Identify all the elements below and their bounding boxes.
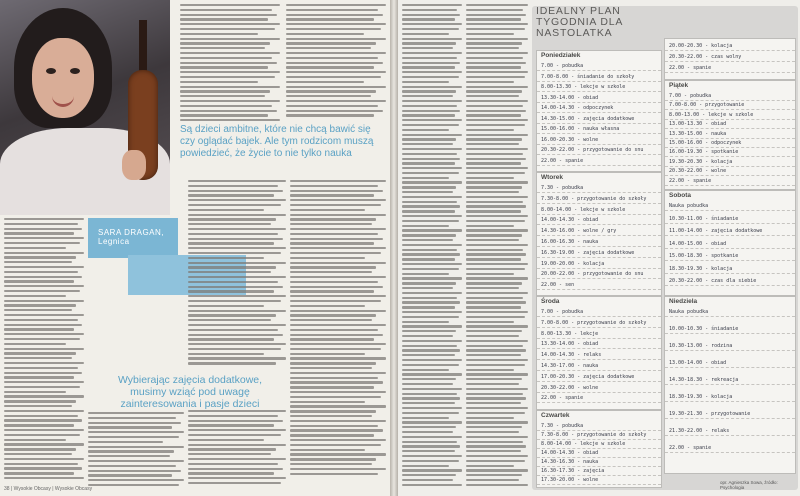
day-piatek bbox=[664, 80, 796, 190]
planner-credit: opr. Agnieszka Sowa, źródło: Psychologia bbox=[720, 480, 778, 490]
schedule-entry: 7.30 - pobudka bbox=[541, 423, 584, 429]
schedule-entry: 20.00-20.30 - kolacja bbox=[669, 43, 733, 49]
schedule-entry: 18.30-19.30 - kolacja bbox=[669, 265, 733, 272]
schedule-entry: 16.00-16.30 - nauka bbox=[541, 239, 599, 245]
schedule-entry: 11.00-14.00 - zajęcia dodatkowe bbox=[669, 228, 763, 234]
article-column-left-bottom bbox=[4, 218, 84, 482]
pull-quote-bottom: Wybierając zajęcia dodatkowe, musimy wziąć pod uwagę zainteresowania i pasje dzieci bbox=[117, 374, 263, 410]
schedule-entry: 22.00 - sen bbox=[541, 282, 575, 289]
schedule-entry: 10.30-13.00 - rodzina bbox=[669, 343, 733, 349]
schedule-entry: 20.30-22.00 - czas wolny bbox=[669, 54, 742, 60]
schedule-entry: 22.00 - spanie bbox=[541, 395, 584, 402]
schedule-entry: 7.30 - pobudka bbox=[541, 185, 584, 191]
day-label: Sobota bbox=[669, 192, 692, 199]
day-label: Piątek bbox=[669, 82, 689, 89]
day-label: Środa bbox=[541, 298, 560, 305]
schedule-entry: 14.30-18.30 - rekreacja bbox=[669, 377, 739, 383]
schedule-entry: 16.30-19.00 - zajęcia dodatkowe bbox=[541, 249, 635, 256]
schedule-entry: 15.00-16.00 - nauka własna bbox=[541, 126, 620, 132]
schedule-entry: 17.00-20.30 - zajęcia dodatkowe bbox=[541, 373, 635, 380]
page-footer: 38 | Wysokie Obcasy | Wysokie Obcasy bbox=[4, 486, 93, 492]
schedule-entry: Nauka pobudka bbox=[669, 203, 709, 209]
schedule-entry: 20.30-22.00 - przygotowanie do snu bbox=[541, 147, 644, 153]
schedule-entry: 13.30-14.00 - obiad bbox=[541, 341, 599, 348]
schedule-entry: 14.30-15.00 - zajęcia dodatkowe bbox=[541, 115, 635, 122]
article-column-mid-2 bbox=[188, 180, 286, 367]
article-column-mid-3 bbox=[290, 180, 386, 477]
schedule-entry: 14.30-17.00 - nauka bbox=[541, 363, 599, 369]
schedule-entry: 8.00-14.00 - lekcje w szkole bbox=[541, 206, 626, 213]
schedule-entry: 19.00-20.00 - kolacja bbox=[541, 260, 605, 267]
schedule-entry: 17.30-20.00 - wolne bbox=[541, 477, 599, 483]
day-label: Czwartek bbox=[541, 412, 570, 419]
schedule-entry: 8.00-13.30 - lekcje w szkole bbox=[541, 84, 626, 90]
schedule-entry: 14.00-14.30 - relaks bbox=[541, 352, 602, 359]
article-column-right-2 bbox=[466, 4, 528, 488]
schedule-entry: 8.00-13.30 - lekcje bbox=[541, 330, 599, 337]
schedule-entry: 16.30-17.30 - zajęcia bbox=[541, 468, 605, 474]
schedule-entry: 13.30-15.00 - nauka bbox=[669, 130, 727, 137]
day-niedziela bbox=[664, 296, 796, 474]
schedule-entry: 7.30-8.00 - przygotowanie do szkoły bbox=[541, 432, 647, 438]
schedule-entry: 14.30-16.30 - nauka bbox=[541, 459, 599, 465]
schedule-entry: 10.30-11.00 - śniadanie bbox=[669, 215, 739, 222]
schedule-entry: 19.30-20.30 - kolacja bbox=[669, 158, 733, 165]
schedule-entry: 7.30-8.00 - przygotowanie do szkoły bbox=[541, 195, 647, 202]
right-magazine-page bbox=[398, 0, 800, 496]
schedule-entry: 16.00-19.30 - spotkanie bbox=[669, 149, 739, 156]
schedule-entry: Nauka pobudka bbox=[669, 309, 709, 315]
spine-gutter bbox=[390, 0, 398, 496]
day-label: Poniedziałek bbox=[541, 52, 581, 59]
schedule-entry: 22.00 - spanie bbox=[541, 157, 584, 164]
day-sroda bbox=[536, 296, 662, 410]
top-right-block bbox=[664, 38, 796, 80]
schedule-entry: 22.00 - spanie bbox=[669, 65, 712, 71]
schedule-entry: 10.00-10.30 - śniadanie bbox=[669, 326, 739, 332]
schedule-entry: 13.30-14.00 - obiad bbox=[541, 94, 599, 101]
article-column-right-1 bbox=[402, 4, 462, 488]
photo-caption bbox=[88, 218, 178, 258]
left-magazine-page bbox=[0, 0, 390, 496]
schedule-entry: 13.00-13.30 - obiad bbox=[669, 121, 727, 128]
schedule-entry: 14.00-14.30 - obiad bbox=[541, 450, 599, 456]
planner-title: IDEALNY PLAN TYGODNIA DLA NASTOLATKA bbox=[536, 5, 623, 39]
schedule-entry: 21.30-22.00 - relaks bbox=[669, 428, 730, 434]
schedule-entry: 14.00-14.30 - obiad bbox=[541, 217, 599, 224]
article-column-top-right-2 bbox=[286, 4, 386, 119]
schedule-entry: 18.30-19.30 - kolacja bbox=[669, 394, 733, 400]
day-sobota bbox=[664, 190, 796, 296]
schedule-entry: 19.30-21.30 - przygotowanie bbox=[669, 411, 751, 417]
day-poniedzialek bbox=[536, 50, 662, 172]
schedule-entry: 15.00-16.00 - odpoczynek bbox=[669, 140, 742, 146]
schedule-entry: 20.30-22.00 - czas dla siebie bbox=[669, 278, 757, 284]
schedule-entry: 13.00-14.00 - obiad bbox=[669, 360, 727, 366]
photo-girl-violin bbox=[0, 0, 170, 215]
article-column-bottom-1 bbox=[88, 412, 184, 489]
schedule-entry: 20.30-22.00 - wolne bbox=[669, 168, 727, 175]
schedule-entry: 7.00 - pobudka bbox=[541, 309, 584, 315]
schedule-entry: 16.00-20.30 - wolne bbox=[541, 136, 599, 143]
schedule-entry: 8.00-14.00 - lekcje w szkole bbox=[541, 441, 626, 447]
caption-name: SARA DRAGAN, Legnica bbox=[98, 228, 165, 246]
schedule-entry: 15.00-18.30 - spotkanie bbox=[669, 253, 739, 259]
day-label: Niedziela bbox=[669, 298, 698, 305]
schedule-entry: 14.00-14.30 - odpoczynek bbox=[541, 105, 614, 111]
schedule-entry: 20.30-22.00 - wolne bbox=[541, 384, 599, 391]
schedule-entry: 7.00-8.00 - śniadanie do szkoły bbox=[541, 73, 635, 80]
pull-quote-top: Są dzieci ambitne, które nie chcą bawić się czy oglądać bajek. Ale tym rodzicom muszą powiedzieć, że życie to nie tylko nauka bbox=[180, 124, 374, 159]
schedule-entry: 22.00 - spanie bbox=[669, 445, 712, 451]
day-label: Wtorek bbox=[541, 174, 564, 181]
article-column-bottom-2 bbox=[188, 410, 286, 487]
day-czwartek bbox=[536, 410, 662, 488]
schedule-entry: 7.00-8.00 - przygotowanie bbox=[669, 102, 745, 109]
schedule-entry: 7.00 - pobudka bbox=[541, 63, 584, 69]
schedule-entry: 14.00-15.00 - obiad bbox=[669, 240, 727, 247]
schedule-entry: 8.00-13.00 - lekcje w szkole bbox=[669, 111, 754, 118]
schedule-entry: 20.00-22.00 - przygotowanie do snu bbox=[541, 271, 644, 278]
schedule-entry: 14.30-16.00 - wolne / gry bbox=[541, 228, 617, 235]
schedule-entry: 7.00 - pobudka bbox=[669, 93, 712, 99]
schedule-entry: 7.00-8.00 - przygotowanie do szkoły bbox=[541, 319, 647, 326]
day-wtorek bbox=[536, 172, 662, 296]
schedule-entry: 22.00 - spanie bbox=[669, 177, 712, 184]
article-column-top-right bbox=[180, 4, 280, 124]
